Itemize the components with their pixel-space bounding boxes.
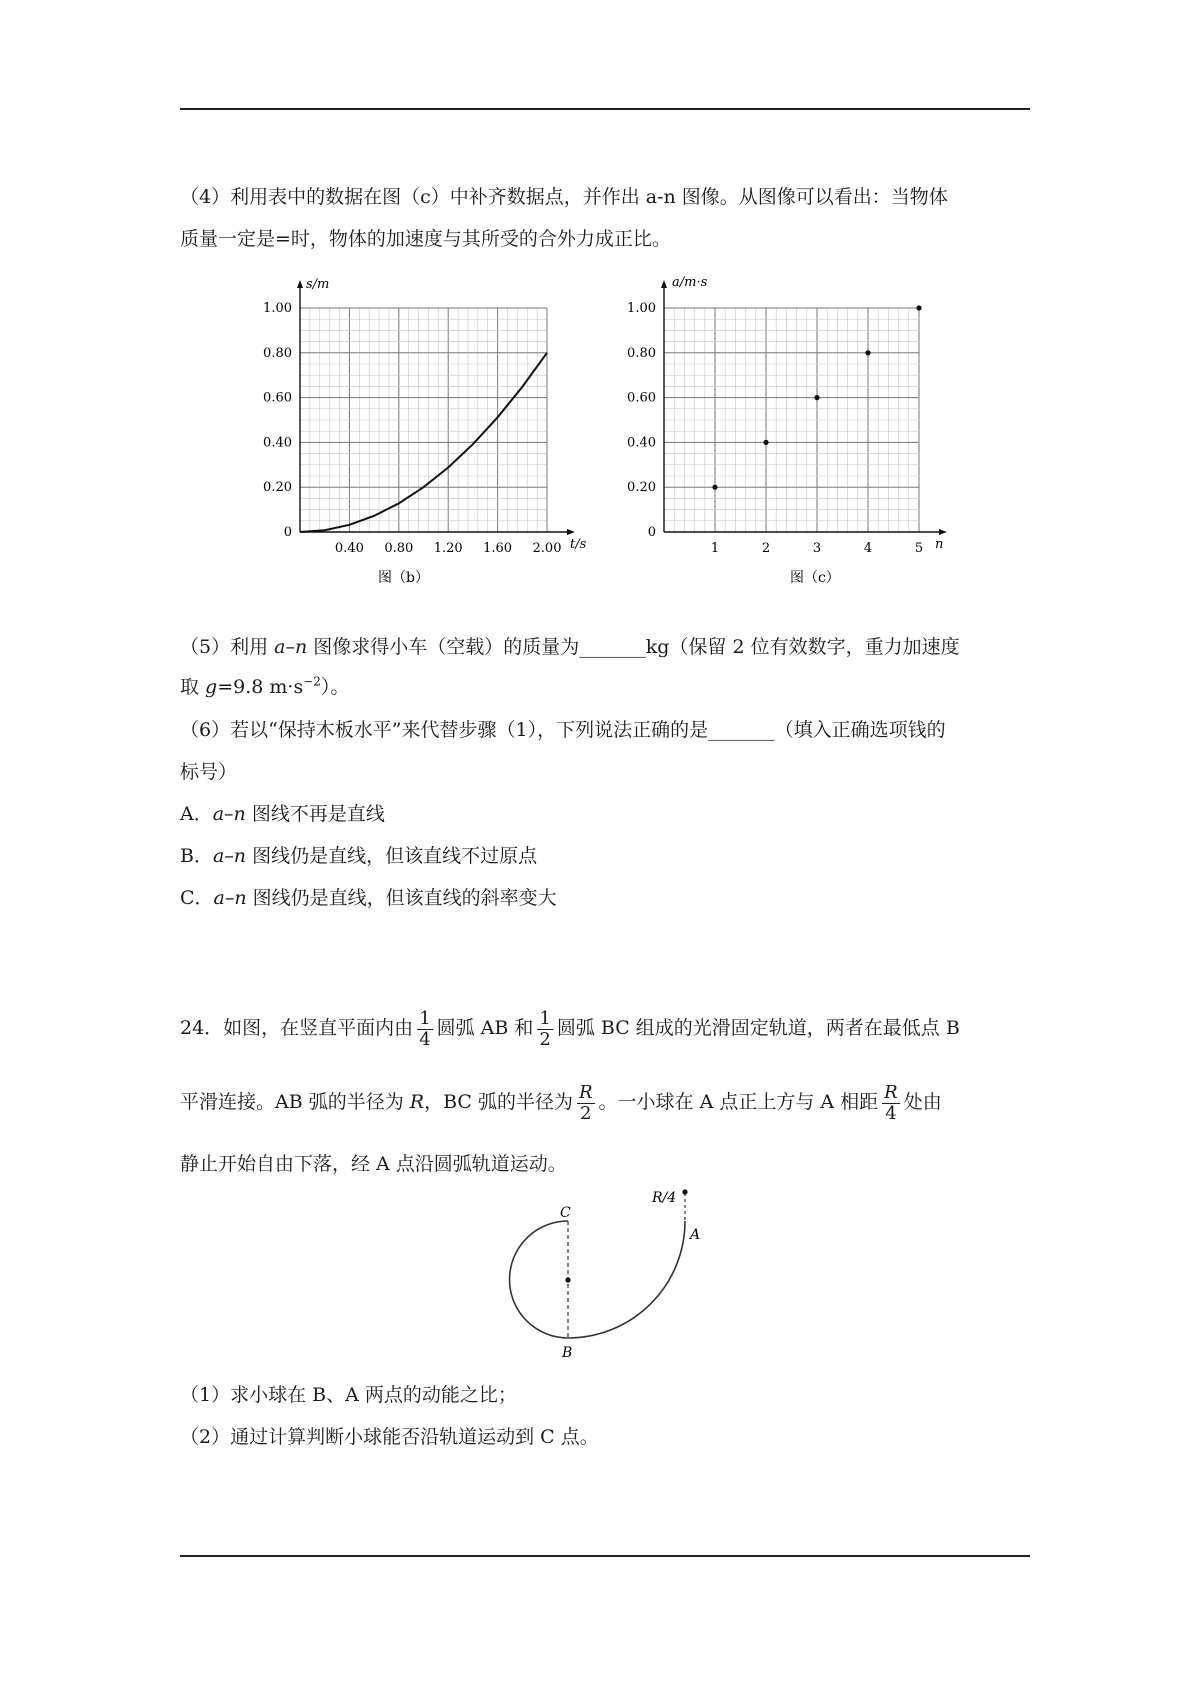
y-tick-label: 0 bbox=[283, 525, 292, 540]
arc-ab-real bbox=[568, 1221, 685, 1338]
track-diagram bbox=[500, 1185, 740, 1375]
x-tick-label: 1 bbox=[710, 541, 720, 556]
q24-line3: 静止开始自由下落，经 A 点沿圆弧轨道运动。 bbox=[180, 1153, 567, 1175]
chart-b-xlabel: t/s bbox=[570, 537, 587, 552]
chart-b-ylabel: s/m bbox=[306, 277, 330, 292]
center-point bbox=[565, 1277, 570, 1282]
y-tick-label: 0.80 bbox=[627, 345, 656, 361]
chart-c-caption: 图（c） bbox=[790, 570, 840, 586]
y-tick-label: 0.40 bbox=[263, 435, 292, 451]
option-a: A．a–n 图线不再是直线 bbox=[180, 803, 385, 825]
label-a: A bbox=[690, 1227, 701, 1243]
q23-part5-line2: 取 g=9.8 $m\cdot s^{-2}$）。 bbox=[180, 674, 350, 698]
y-tick-label: 1.00 bbox=[263, 301, 292, 316]
fraction-r-quarter: $\frac{R}{4}$ bbox=[884, 1081, 898, 1124]
data-point bbox=[865, 350, 870, 355]
x-tick-label: 3 bbox=[812, 541, 822, 556]
q24-line1: 24．如图，在竖直平面内由 $\frac{1}{4}$ 圆弧 AB 和 $\frac{1}{2}$ 圆弧 BC 组成的光滑固定轨道，两者在最低点 B bbox=[180, 1007, 960, 1050]
fraction-r-half: $\frac{R}{2}$ bbox=[578, 1081, 593, 1124]
chart-b-caption: 图（b） bbox=[378, 570, 429, 586]
arc-bc bbox=[510, 1221, 569, 1338]
label-r4: R/4 bbox=[652, 1190, 677, 1206]
data-point bbox=[712, 485, 717, 490]
chart-c-ylabel: a/m·s bbox=[672, 275, 708, 290]
chart-c-grid bbox=[664, 308, 919, 532]
data-point bbox=[916, 305, 921, 310]
x-tick-label: 0.40 bbox=[334, 541, 364, 556]
y-tick-label: 0.20 bbox=[263, 480, 292, 496]
q23-part5-line1: （5）利用 a–n 图像求得小车（空载）的质量为_______kg（保留 2 位有效数字，重力加速度 bbox=[180, 636, 960, 658]
chart-b-grid bbox=[300, 308, 547, 532]
q23-part6-line2: 标号） bbox=[180, 761, 238, 783]
chart-b-ticks bbox=[263, 301, 561, 556]
data-point bbox=[814, 395, 819, 400]
chart-c bbox=[610, 262, 970, 592]
x-axis-arrow bbox=[567, 529, 575, 535]
chart-c-ticks bbox=[627, 301, 923, 556]
chart-b-axes bbox=[297, 280, 575, 535]
x-tick-label: 4 bbox=[863, 541, 873, 556]
x-axis-arrow bbox=[939, 529, 947, 535]
y-axis-arrow bbox=[661, 280, 667, 288]
x-tick-label: 5 bbox=[914, 541, 924, 556]
y-axis-arrow bbox=[297, 280, 303, 288]
x-tick-label: 0.80 bbox=[384, 541, 414, 556]
y-tick-label: 0 bbox=[647, 525, 656, 540]
x-tick-label: 2.00 bbox=[532, 541, 562, 556]
q23-part4-line1: （4）利用表中的数据在图（c）中补齐数据点，并作出 a-n 图像。从图像可以看出：当物体 bbox=[180, 186, 948, 208]
y-tick-label: 0.60 bbox=[627, 390, 656, 406]
q23-part4-line2: 质量一定是=时，物体的加速度与其所受的合外力成正比。 bbox=[180, 228, 671, 250]
chart-c-axes bbox=[661, 280, 947, 535]
q24-sub1: （1）求小球在 B、A 两点的动能之比； bbox=[180, 1384, 517, 1406]
chart-b bbox=[240, 262, 610, 592]
option-b: B．a–n 图线仍是直线，但该直线不过原点 bbox=[180, 845, 538, 867]
data-point bbox=[763, 440, 768, 445]
fraction-one-half: $\frac{1}{2}$ bbox=[539, 1007, 551, 1050]
x-tick-label: 1.20 bbox=[433, 541, 463, 556]
y-tick-label: 1.00 bbox=[627, 301, 656, 316]
q23-part6-line1: （6）若以“保持木板水平”来代替步骤（1），下列说法正确的是_______（填入正确选项钱的 bbox=[180, 719, 946, 741]
q24-sub2: （2）通过计算判断小球能否沿轨道运动到 C 点。 bbox=[180, 1426, 599, 1448]
chart-c-xlabel: n bbox=[935, 537, 944, 552]
y-tick-label: 0.40 bbox=[627, 435, 656, 451]
footer-rule bbox=[180, 1555, 1030, 1557]
q24-line2: 平滑连接。AB 弧的半径为 R，BC 弧的半径为 $\frac{R}{2}$ 。一小球在 A 点正上方与 A 相距 $\frac{R}{4}$ 处由 bbox=[180, 1081, 942, 1124]
label-b: B bbox=[562, 1345, 573, 1361]
y-tick-label: 0.60 bbox=[263, 390, 292, 406]
fraction-one-quarter: $\frac{1}{4}$ bbox=[419, 1007, 431, 1050]
y-tick-label: 0.80 bbox=[263, 345, 292, 361]
header-rule bbox=[180, 108, 1030, 110]
y-tick-label: 0.20 bbox=[627, 480, 656, 496]
option-c: C．a–n 图线仍是直线，但该直线的斜率变大 bbox=[180, 887, 557, 909]
x-tick-label: 1.60 bbox=[483, 541, 513, 556]
label-c: C bbox=[560, 1205, 571, 1221]
ball-point bbox=[682, 1189, 687, 1194]
x-tick-label: 2 bbox=[761, 541, 771, 556]
